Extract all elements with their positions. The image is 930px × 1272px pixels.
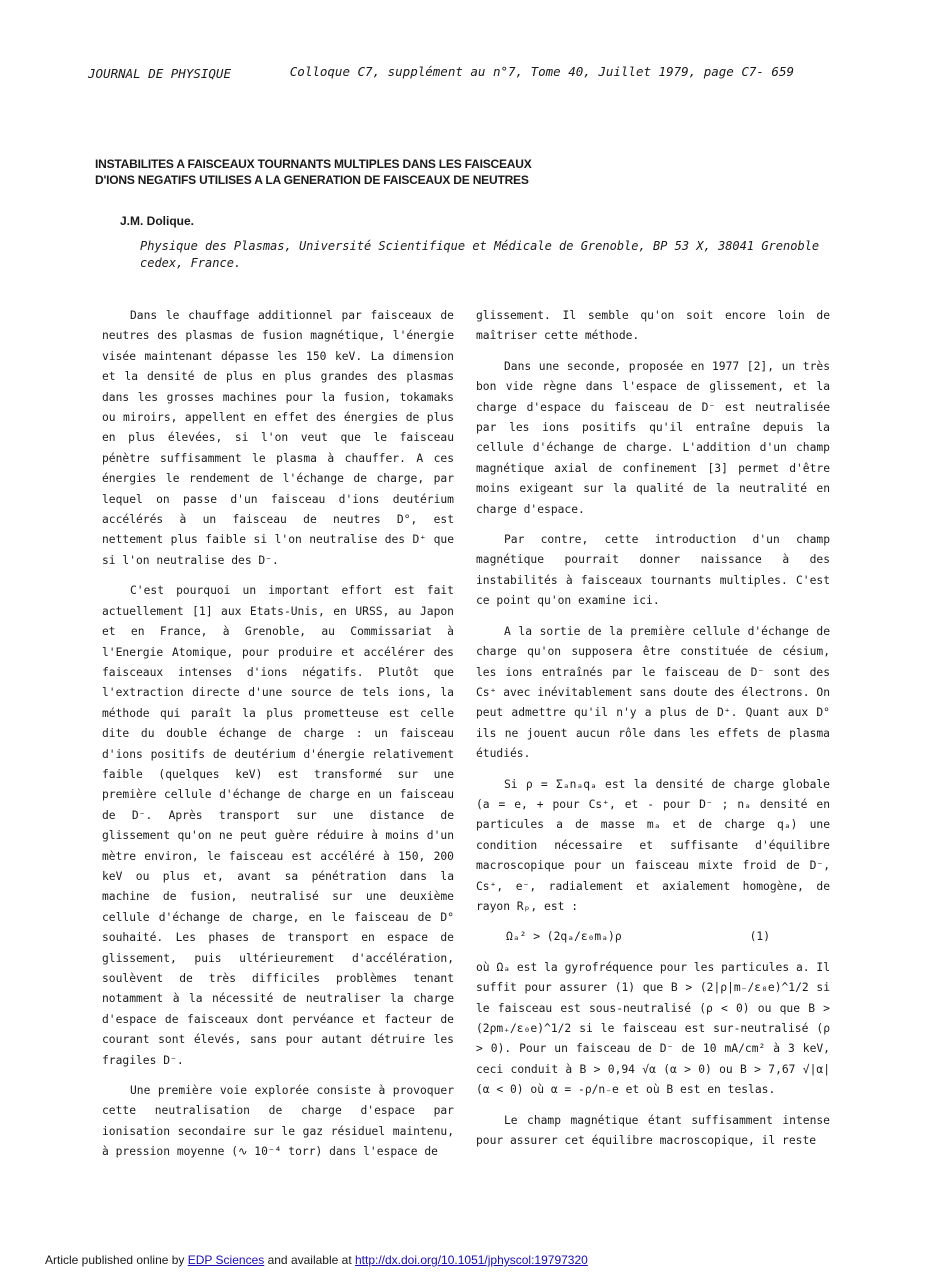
author: J.M. Dolique.	[120, 214, 195, 228]
paragraph: Par contre, cette introduction d'un champ magnétique pourrait donner naissance à des instabilités à faisceaux tournants multiples. C'est ce point qu'on examine ici.	[476, 533, 830, 608]
right-column	[476, 306, 830, 1161]
footer-middle: and available at	[264, 1253, 355, 1267]
equation-1	[506, 927, 830, 947]
paragraph: Dans le chauffage additionnel par faisceaux de neutres des plasmas de fusion magnétique, l'énergie visée maintenant dépasse les 150 keV. La dimension et la densité de plus en plus grandes des plasmas dans les grosses machines pour la fusion, tokamaks ou miroirs, appellent en effet des énergies de plus en plus élevées, si l'on veut que le faisceau pénètre suffisamment le plasma à chauffer. A ces énergies le rendement de l'échange de charge, par lequel on passe d'un faisceau d'ions deutérium accélérés à un faisceau de neutres D°, est nettement plus faible si l'on neutralise des D⁺ que si l'on neutralise des D⁻.	[102, 309, 454, 567]
journal-name: JOURNAL DE PHYSIQUE	[88, 66, 231, 81]
equation-text: Ωₐ² > (2qₐ/ε₀mₐ)ρ	[506, 930, 622, 944]
left-column	[102, 306, 454, 1173]
paragraph: où Ωₐ est la gyrofréquence pour les particules a. Il suffit pour assurer (1) que B > (2|ρ|m₋/ε₀e)^1/2 si le faisceau est sous-neutralisé (ρ < 0) ou que B > (2ρm₊/ε₀e)^1/2 si le faisceau est sur-neutralisé (ρ > 0). Pour un faisceau de D⁻ de 10 mA/cm² à 3 keV, ceci conduit à B > 0,94 √α (α > 0) ou B > 7,67 √|α| (α < 0) où α = -ρ/n₋e et où B est en teslas.	[476, 960, 830, 1097]
paragraph: Dans une seconde, proposée en 1977 [2], un très bon vide règne dans l'espace de glissement, et la charge d'espace du faisceau de D⁻ est neutralisée par les ions positifs qu'il entraîne depuis la cellule d'échange de charge. L'addition d'un champ magnétique axial de confinement [3] permet d'être moins exigeant sur la qualité de la neutralité en charge d'espace.	[476, 359, 830, 516]
paragraph: Une première voie explorée consiste à provoquer cette neutralisation de charge d'espace par ionisation secondaire sur le gaz résiduel maintenu, à pression moyenne (∿ 10⁻⁴ torr) dans l'espace de	[102, 1084, 454, 1159]
doi-link[interactable]: http://dx.doi.org/10.1051/jphyscol:19797320	[354, 1253, 588, 1267]
title-line-1: INSTABILITES A FAISCEAUX TOURNANTS MULTIPLES DANS LES FAISCEAUX	[95, 157, 532, 171]
paper-title	[95, 156, 735, 188]
paragraph: glissement. Il semble qu'on soit encore loin de maîtriser cette méthode.	[476, 309, 830, 343]
equation-number: (1)	[749, 930, 770, 944]
colloque-reference: Colloque C7, supplément au n°7, Tome 40, Juillet 1979, page C7- 659	[289, 64, 794, 79]
paragraph: C'est pourquoi un important effort est fait actuellement [1] aux Etats-Unis, en URSS, au Japon et en France, à Grenoble, au Commissariat à l'Energie Atomique, pour produire et accélérer des faisceaux intenses d'ions négatifs. Plutôt que l'extraction directe d'une source de tels ions, la méthode qui paraît la plus prometteuse est celle dite du double échange de charge : un faisceau d'ions positifs de deutérium d'énergie relativement faible (quelques keV) est transformé sur une première cellule d'échange de charge en un faisceau de D⁻. Après transport sur une distance de glissement qu'on ne peut guère réduire à moins d'un mètre environ, le faisceau est accéléré à 150, 200 keV ou plus et, avant sa pénétration dans la machine de fusion, neutralisé sur une deuxième cellule d'échange de charge, en le faisceau de D° souhaité. Les phases de transport en espace de glissement, puis ultérieurement d'accélération, soulèvent de très difficiles problèmes tenant notamment à la nécessité de neutraliser la charge d'espace de faisceaux dont pervéance et facteur de courant sont élevés, sans pour autant détruire les fragiles D⁻.	[102, 584, 454, 1067]
paragraph: Si ρ = Σₐnₐqₐ est la densité de charge globale (a = e, + pour Cs⁺, et - pour D⁻ ; nₐ densité en particules a de masse mₐ et de charge qₐ) une condition nécessaire et suffisante d'équilibre macroscopique pour un faisceau mixte froid de D⁻, Cs⁺, e⁻, radialement et axialement homogène, de rayon Rₚ, est :	[476, 777, 830, 913]
publisher-link[interactable]: EDP Sciences	[187, 1253, 265, 1267]
affiliation: Physique des Plasmas, Université Scientifique et Médicale de Grenoble, BP 53 X, 38041 Grenoble cedex, France.	[140, 239, 820, 270]
paragraph: Le champ magnétique étant suffisamment intense pour assurer cet équilibre macroscopique, il reste	[476, 1113, 830, 1148]
title-line-2: D'IONS NEGATIFS UTILISES A LA GENERATION DE FAISCEAUX DE NEUTRES	[95, 173, 529, 187]
footer-prefix: Article published online by	[45, 1253, 188, 1267]
footer	[45, 1253, 588, 1267]
paragraph: A la sortie de la première cellule d'échange de charge qu'on supposera être constituée de césium, les ions entraînés par le faisceau de D⁻ sont des Cs⁺ avec inévitablement sans doute des électrons. On peut admettre qu'il n'y a plus de D⁺. Quant aux D° ils ne jouent aucun rôle dans les effets de plasma étudiés.	[476, 624, 830, 761]
